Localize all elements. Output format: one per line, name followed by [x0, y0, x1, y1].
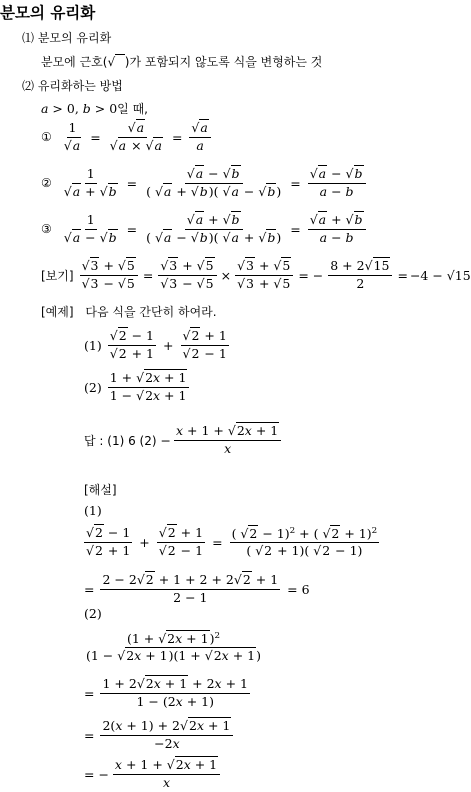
problem-2-number: (2): [84, 379, 102, 395]
answer-label: 답 : (1) 6 (2): [84, 433, 157, 448]
solution-2-step-3: = $\frac{2(x + 1) + 2√2x + 1}{-2x}$: [84, 716, 236, 754]
section-1-heading: [22, 29, 111, 46]
definition-text-2: )가 포함되지 않도록 식을 변형하는 것: [124, 55, 323, 69]
example-formula: [보기] $\frac{√3 + √5}{√3 - √5}$ = $\frac{√3 + √5}{√3 - √5}$ × $\frac{√3 + √5}{√3 + √5}$ = − $\frac{8 + 2√15}{2}$ = −4 − √15: [41, 258, 471, 291]
method-2-marker: ②: [41, 176, 52, 190]
problem-2: (2) $\frac{1 + √2x + 1}{1 - √2x + 1}$: [84, 368, 192, 406]
method-1-formula: ① $\frac{1}{√a}$ = $\frac{√a}{√a \times √a}$ = $\frac{√a}{a}$: [41, 118, 214, 156]
section-2-number: ⑵: [22, 79, 35, 93]
section-1-number: ⑴: [22, 31, 35, 45]
solution-1-result: = 6: [287, 581, 310, 597]
solution-label: [해설]: [84, 483, 117, 497]
example-result: −4 − √15: [409, 267, 471, 283]
page-title: 분모의 유리화: [0, 4, 96, 22]
solution-2-step-4: = − $\frac{x + 1 + √2x + 1}{x}$: [84, 756, 223, 792]
section-2-title: 유리화하는 방법: [37, 79, 123, 93]
method-3-formula: ③ $\frac{1}{√a - √b}$ = $\frac{√a + √b}{( √a - √b)( √a + √b)}$ = $\frac{√a + √b}{a - b}$: [41, 210, 369, 248]
solution-2-number: (2): [84, 606, 102, 621]
solution-1-step-2: = $\frac{2 - 2√2 + 1 + 2 + 2√2 + 1}{2 - 1}$ = 6: [84, 572, 310, 605]
problem-label: [예제]: [41, 305, 74, 319]
method-1-marker: ①: [41, 130, 52, 144]
solution-1-step-1: $\frac{√2 - 1}{√2 + 1}$ + $\frac{√2 + 1}{√2 - 1}$ = $\frac{( √2 - 1)^2 + ( √2 + 1)^2}{( √2 + 1)( √2 - 1)}$: [86, 525, 378, 559]
problem-line: [41, 303, 217, 320]
solution-1-number: (1): [84, 503, 102, 518]
problem-1: (1) $\frac{√2 - 1}{√2 + 1}$ + $\frac{√2 + 1}{√2 - 1}$: [84, 328, 227, 361]
definition-text-1: 분모에 근호(: [41, 55, 108, 69]
problem-text: 다음 식을 간단히 하여라.: [85, 305, 217, 319]
answer-line: 답 : (1) 6 (2) − $\frac{x + 1 + √2x + 1}{x}$: [84, 421, 284, 459]
condition-line: a > 0, b > 0일 때,: [41, 101, 148, 116]
method-2-formula: ② $\frac{1}{√a + √b}$ = $\frac{√a - √b}{( √a + √b)( √a - √b)}$ = $\frac{√a - √b}{a - b}$: [41, 164, 369, 202]
method-3-marker: ③: [41, 222, 52, 236]
radical-symbol-icon: √: [107, 55, 124, 69]
section-2-heading: [22, 77, 123, 94]
section-1-definition: [41, 53, 322, 70]
problem-1-number: (1): [84, 337, 102, 353]
solution-2-step-2: = $\frac{1 + 2√2x + 1 + 2x + 1}{1 - (2x + 1)}$: [84, 676, 248, 709]
condition-tail: 일 때,: [117, 102, 148, 116]
solution-2-step-1: $\frac{(1 + √2x + 1)^2}{(1 - √2x + 1)(1 + √2x + 1)}$: [86, 630, 261, 664]
example-label: [보기]: [41, 268, 74, 283]
section-1-title: 분모의 유리화: [37, 31, 112, 45]
